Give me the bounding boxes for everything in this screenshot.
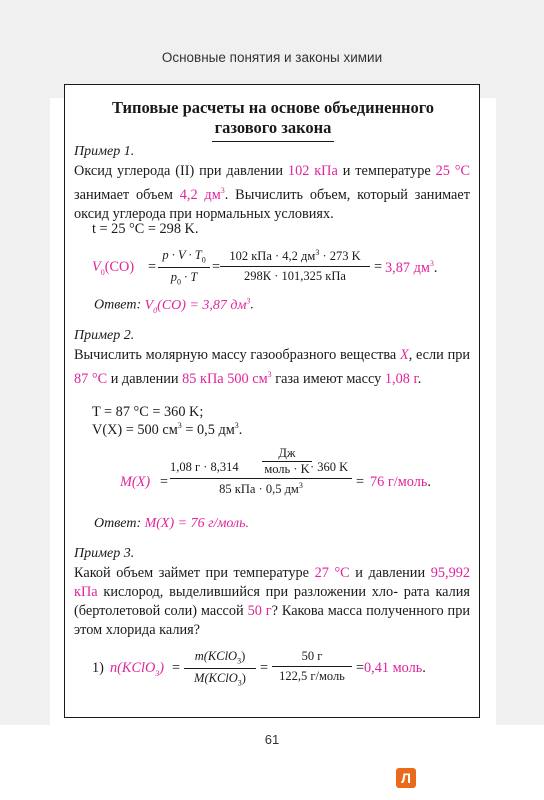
title-line-2: газового закона (215, 118, 332, 141)
box-title (64, 98, 482, 141)
title-line-1: Типовые расчеты на основе объединенного (111, 98, 435, 117)
running-head: Основные понятия и законы химии (161, 50, 383, 65)
example-2-temperature: T = 87 °C = 360 K; (92, 404, 204, 420)
example-1-answer: Ответ: $V_0(CO) = 3,87$ $дм^3$. (94, 296, 254, 315)
example-2-answer: Ответ: M(X) = 76 г/моль. (94, 516, 250, 531)
example-1-v0: $V_0(CO)$ (92, 259, 135, 277)
example-1-result: 3,87 $дм^3$. (385, 259, 438, 276)
example-1-temperature: t = 25 °C = 298 K. (92, 221, 199, 237)
example-3-formula-fraction: m(KClO$_3$) M(KClO$_3$) (184, 649, 256, 687)
publisher-logo-icon: Л (396, 768, 416, 788)
example-2-fraction: 1,08 г · 8,314 Дж моль · K · 360 K 85 кПа · 0,5 $дм^3$ (170, 446, 352, 497)
example-1-label: Пример 1. (74, 144, 135, 159)
left-margin-band (0, 98, 50, 725)
example-2-mx: M(X) (120, 474, 151, 490)
example-2-volume: V(X) = 500 $см^3 = 0,5$ $дм^3$. (92, 421, 243, 438)
example-1-substituted-fraction: 102 кПа · 4,2 $дм^3 \cdot 273$ K 298К · 101,325 кПа (220, 248, 370, 284)
right-margin-band (496, 98, 544, 725)
example-3-step: 1) (92, 660, 104, 676)
example-3-substituted-fraction: 50 г 122,5 г/моль (272, 649, 352, 684)
example-3-label: Пример 3. (74, 546, 135, 561)
example-1-text: Оксид углерода (II) при давлении 102 кПа и температуре 25 °C занимает объем 4,2 $дм^3$. Вычислить объем, который занимает оксид углерода при нормальных условиях. (74, 163, 471, 222)
example-3-text: Какой объем займет при температуре 27 °C и давлении 95,992 кПа кислород, выделившийся при разложении хло- рата калия (бертолетовой соли) массой 50 г? Какова масса полученного при этом хлорида калия? (74, 565, 471, 638)
example-3-n: n(KClO$_3$) (110, 660, 165, 678)
example-2-label: Пример 2. (74, 328, 135, 343)
example-2-result: 76 г/моль. (370, 474, 431, 490)
page-number: 61 (264, 732, 280, 747)
example-1-formula-fraction: $p \cdot V \cdot T_0$ $p_0 \cdot T$ (158, 248, 210, 286)
example-2-text: Вычислить молярную массу газообразного вещества X, если при 87 °C и давлении 85 кПа 500 $см^3$ газа имеют массу 1,08 г. (74, 347, 471, 387)
example-3-result: 0,41 моль. (364, 660, 426, 676)
